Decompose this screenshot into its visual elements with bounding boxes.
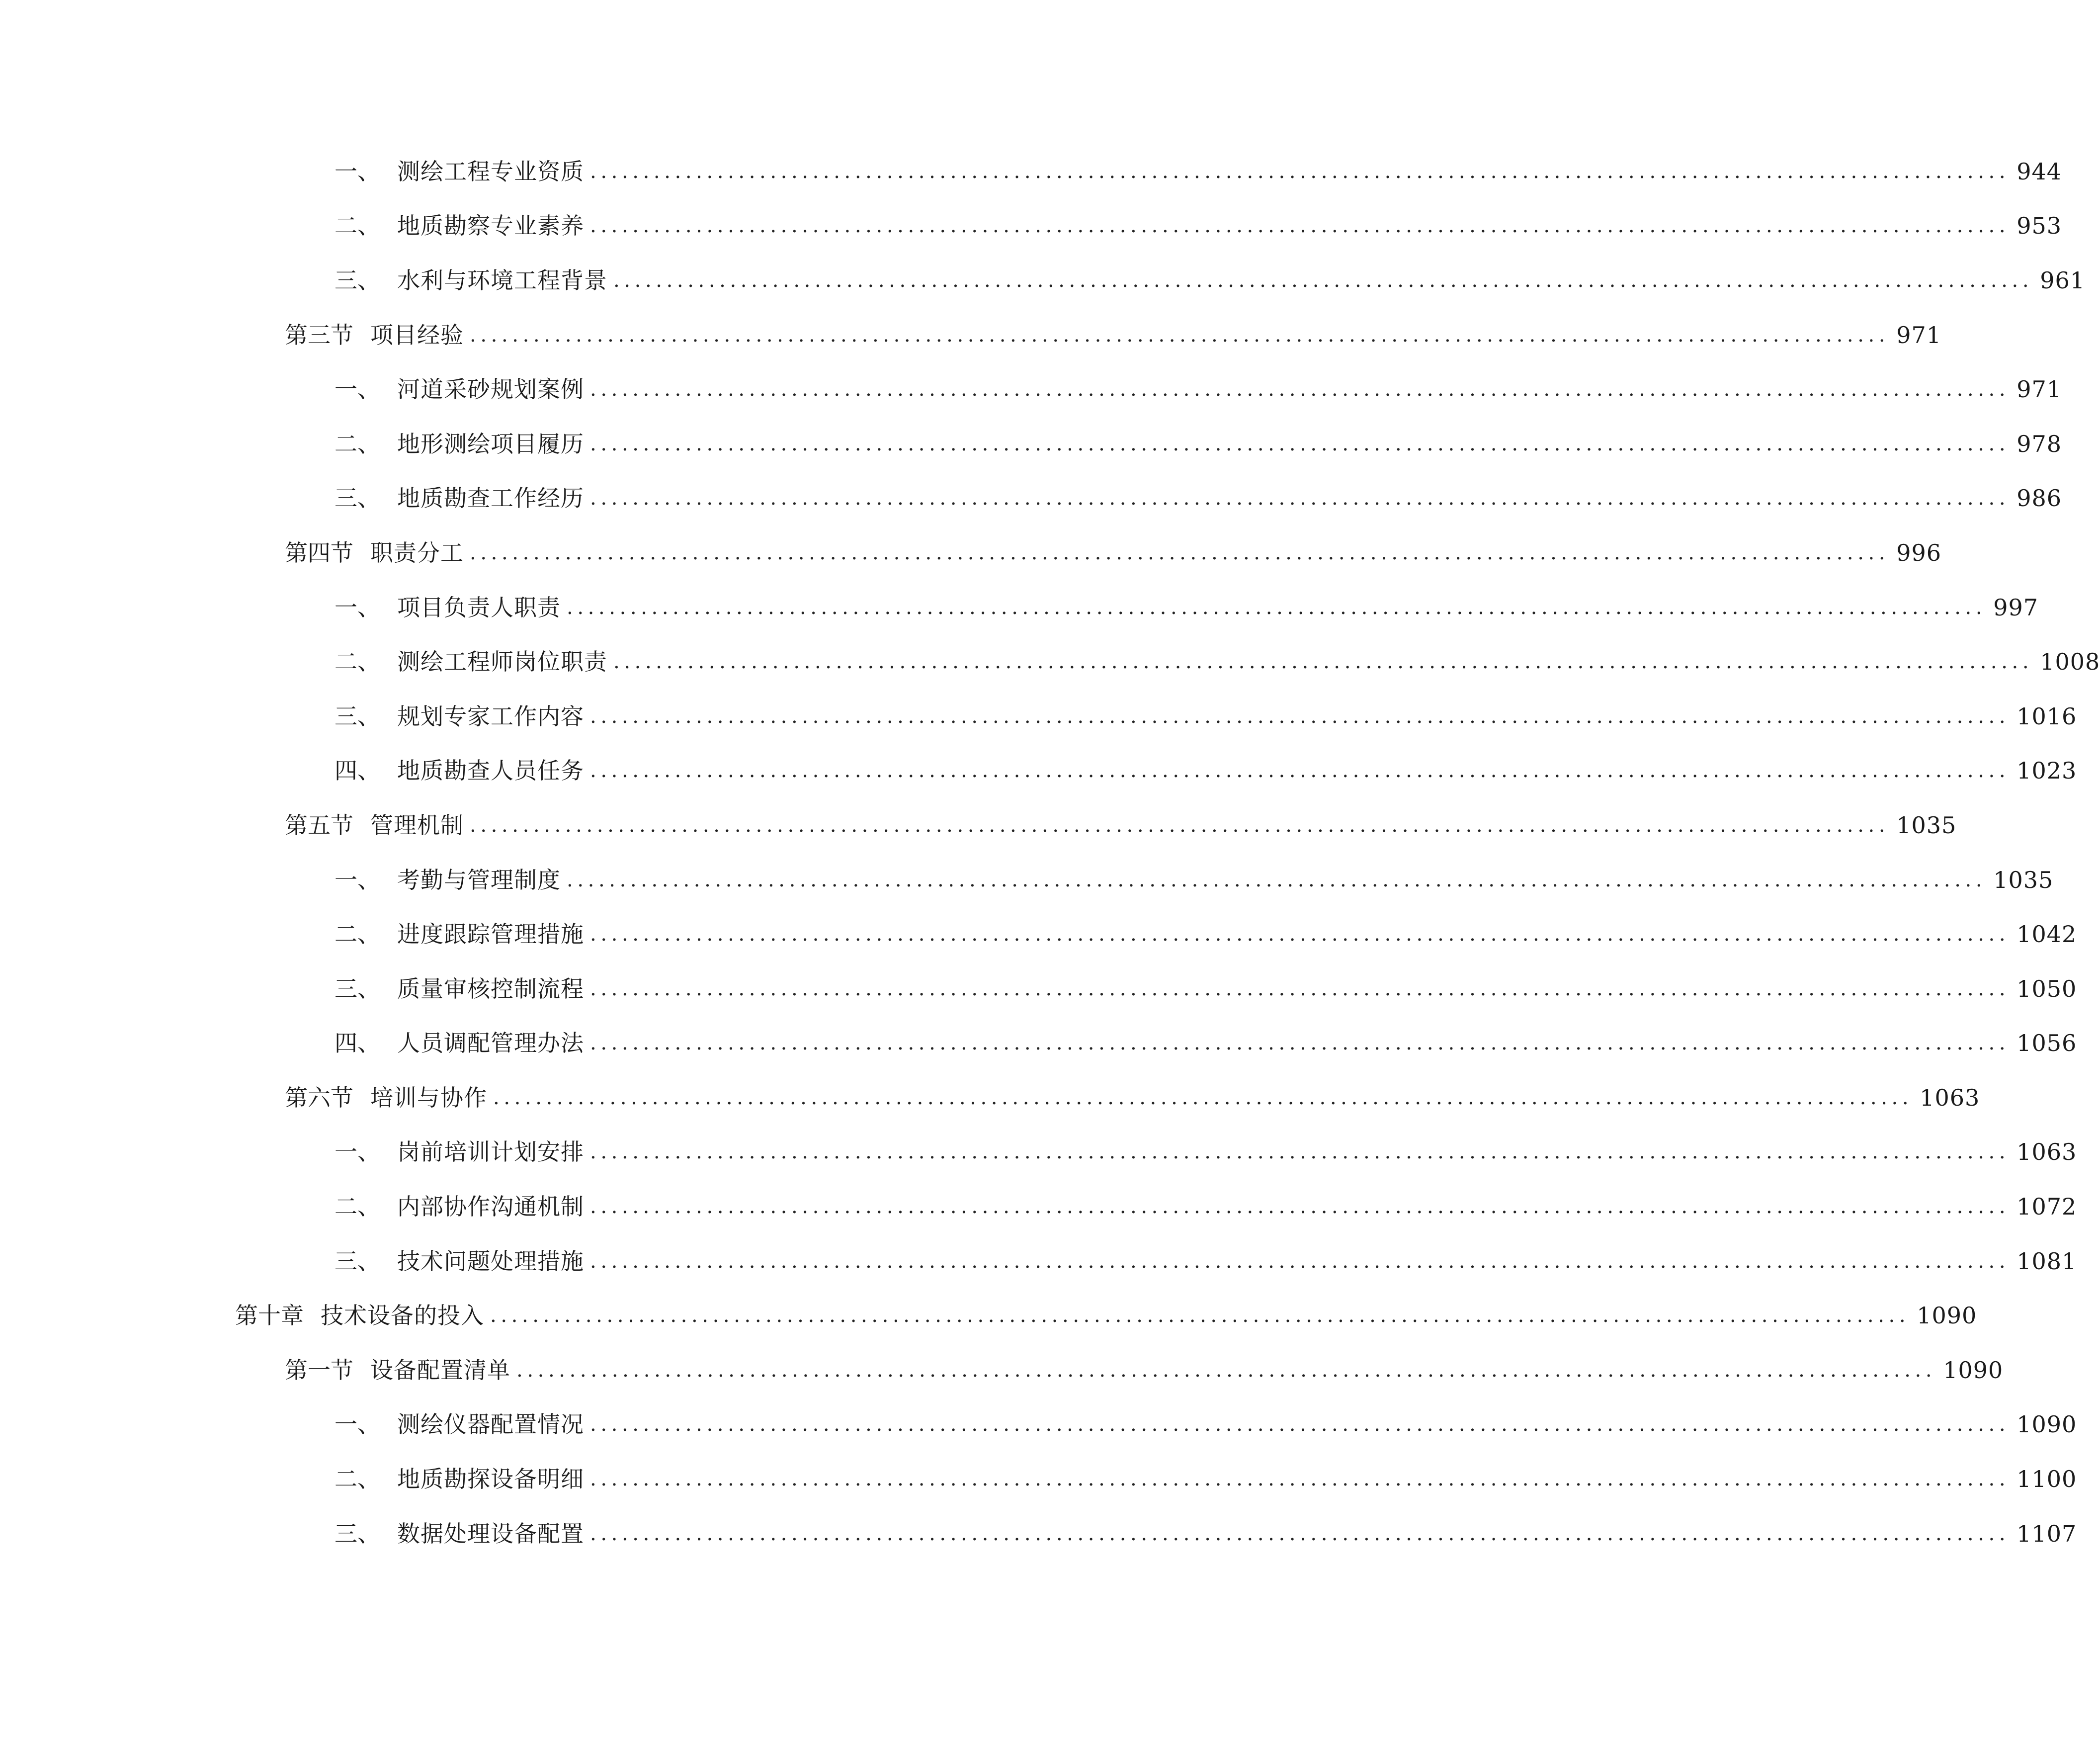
toc-entry-number: 第十章 [235,1302,304,1329]
toc-entry[interactable] [0,253,2086,308]
toc-entry[interactable] [0,308,1942,362]
toc-entry[interactable] [0,1234,2077,1289]
toc-entry[interactable] [0,1125,2077,1180]
toc-entry-title: 技术问题处理措施 [397,1247,584,1275]
toc-entry-title: 职责分工 [370,539,464,566]
toc-entry-title: 地形测绘项目履历 [397,430,584,457]
toc-entry-page-number: 1107 [2016,1520,2077,1547]
toc-dot-leader: ...................................................................................................................................... [590,1032,2010,1055]
toc-entry[interactable] [0,199,2062,254]
toc-entry-title: 数据处理设备配置 [397,1520,584,1547]
toc-dot-leader: ...................................................................................................................................... [613,268,2033,292]
toc-entry[interactable] [0,417,2062,471]
toc-entry[interactable] [0,1070,1980,1125]
toc-dot-leader: ...................................................................................................................................... [590,487,2010,510]
toc-entry-number: 二、 [335,212,380,240]
toc-entry[interactable] [0,580,2039,635]
toc-entry-title: 进度跟踪管理措施 [397,921,584,948]
toc-entry-title: 考勤与管理制度 [397,866,561,893]
toc-dot-leader: ...................................................................................................................................... [590,923,2010,946]
toc-entry-title: 地质勘探设备明细 [397,1466,584,1493]
toc-entry-number: 一、 [335,594,380,621]
toc-entry-page-number: 1081 [2016,1247,2077,1275]
toc-entry-title: 河道采砂规划案例 [397,376,584,403]
toc-entry-page-number: 986 [2016,485,2062,512]
toc-entry-page-number: 996 [1896,539,1942,566]
toc-dot-leader: ...................................................................................................................................... [590,1468,2010,1491]
toc-entry-number: 二、 [335,1193,380,1221]
toc-dot-leader: ...................................................................................................................................... [470,541,1890,564]
toc-entry-page-number: 971 [1896,321,1942,349]
toc-entry-page-number: 1023 [2016,757,2077,785]
toc-dot-leader: ...................................................................................................................................... [567,868,1987,891]
toc-entry-page-number: 1016 [2016,702,2077,730]
toc-dot-leader: ...................................................................................................................................... [470,323,1890,347]
toc-entry-title: 地质勘查工作经历 [397,485,584,512]
toc-entry-title: 项目负责人职责 [397,594,561,621]
toc-dot-leader: ...................................................................................................................................... [590,1249,2010,1273]
toc-dot-leader: ...................................................................................................................................... [590,1195,2010,1219]
toc-entry-title: 地质勘察专业素养 [397,212,584,240]
toc-entry-page-number: 978 [2016,430,2062,457]
toc-entry[interactable] [0,907,2077,961]
toc-dot-leader: ...................................................................................................................................... [590,704,2010,728]
toc-entry[interactable] [0,853,2054,907]
toc-entry[interactable] [0,471,2062,526]
toc-entry-page-number: 1050 [2016,975,2077,1002]
toc-entry-page-number: 997 [1993,594,2039,621]
toc-entry-title: 测绘工程师岗位职责 [397,648,607,676]
toc-entry-title: 培训与协作 [370,1084,487,1111]
toc-entry[interactable] [0,525,1942,580]
toc-entry-title: 内部协作沟通机制 [397,1193,584,1221]
toc-entry[interactable] [0,961,2077,1016]
toc-entry[interactable] [0,144,2062,199]
toc-entry[interactable] [0,1452,2077,1506]
toc-dot-leader: ...................................................................................................................................... [590,432,2010,455]
toc-entry-number: 二、 [335,648,380,676]
toc-entry-title: 测绘仪器配置情况 [397,1411,584,1438]
toc-entry[interactable] [0,744,2077,798]
toc-entry[interactable] [0,1397,2077,1452]
toc-entry-number: 第三节 [285,321,353,349]
toc-entry-number: 三、 [335,975,380,1002]
toc-entry-title: 水利与环境工程背景 [397,266,607,294]
toc-entry-number: 二、 [335,1466,380,1493]
toc-entry-page-number: 1042 [2016,921,2077,948]
toc-entry[interactable] [0,634,2100,689]
toc-entry-number: 一、 [335,1411,380,1438]
toc-dot-leader: ...................................................................................................................................... [590,160,2010,183]
toc-entry[interactable] [0,362,2062,417]
toc-entry[interactable] [0,1506,2077,1561]
toc-entry-page-number: 971 [2016,376,2062,403]
toc-dot-leader: ...................................................................................................................................... [493,1086,1913,1109]
toc-entry-title: 岗前培训计划安排 [397,1138,584,1166]
toc-entry-page-number: 1090 [2016,1411,2077,1438]
toc-entry-title: 测绘工程专业资质 [397,158,584,185]
toc-entry-number: 一、 [335,376,380,403]
toc-entry-page-number: 1072 [2016,1193,2077,1221]
toc-dot-leader: ...................................................................................................................................... [613,650,2033,674]
toc-entry-title: 地质勘查人员任务 [397,757,584,785]
toc-dot-leader: ...................................................................................................................................... [590,977,2010,1000]
toc-entry[interactable] [0,689,2077,744]
toc-entry-page-number: 1100 [2016,1466,2077,1493]
toc-entry-title: 规划专家工作内容 [397,702,584,730]
toc-entry-page-number: 1063 [1920,1084,1980,1111]
toc-dot-leader: ...................................................................................................................................... [567,596,1987,619]
toc-entry-page-number: 1008 [2040,648,2100,676]
toc-dot-leader: ...................................................................................................................................... [590,214,2010,238]
toc-entry-title: 人员调配管理办法 [397,1030,584,1057]
toc-entry-number: 三、 [335,1247,380,1275]
toc-entry[interactable] [0,1179,2077,1234]
toc-entry-number: 四、 [335,1030,380,1057]
toc-dot-leader: ...................................................................................................................................... [590,1140,2010,1164]
toc-entry-title: 项目经验 [370,321,464,349]
toc-entry-number: 一、 [335,158,380,185]
toc-dot-leader: ...................................................................................................................................... [590,378,2010,401]
table-of-contents [0,144,2100,1561]
toc-entry-title: 技术设备的投入 [321,1302,484,1329]
toc-dot-leader: ...................................................................................................................................... [590,1522,2010,1545]
toc-entry[interactable] [0,798,1957,853]
toc-entry-number: 三、 [335,1520,380,1547]
toc-entry-title: 设备配置清单 [370,1356,510,1384]
toc-entry-page-number: 1063 [2016,1138,2077,1166]
toc-entry-number: 二、 [335,430,380,457]
toc-entry[interactable] [0,1016,2077,1071]
toc-entry[interactable] [0,1343,2004,1397]
toc-entry-number: 三、 [335,702,380,730]
toc-entry-page-number: 1090 [1943,1356,2004,1384]
toc-dot-leader: ...................................................................................................................................... [590,1413,2010,1436]
toc-entry-number: 三、 [335,266,380,294]
toc-entry-number: 四、 [335,757,380,785]
toc-entry-page-number: 1090 [1917,1302,1977,1329]
toc-entry-page-number: 1035 [1896,811,1957,839]
toc-dot-leader: ...................................................................................................................................... [590,759,2010,783]
toc-entry-number: 二、 [335,921,380,948]
toc-entry-number: 第六节 [285,1084,353,1111]
toc-entry-number: 三、 [335,485,380,512]
toc-entry-number: 第五节 [285,811,353,839]
toc-dot-leader: ...................................................................................................................................... [470,813,1890,837]
toc-entry-title: 管理机制 [370,811,464,839]
toc-entry-page-number: 961 [2040,266,2086,294]
toc-entry-title: 质量审核控制流程 [397,975,584,1002]
toc-dot-leader: ...................................................................................................................................... [516,1358,1936,1382]
toc-entry-page-number: 944 [2016,158,2062,185]
toc-entry-number: 第四节 [285,539,353,566]
toc-entry-number: 一、 [335,1138,380,1166]
toc-entry-page-number: 953 [2016,212,2062,240]
toc-entry[interactable] [0,1288,1977,1343]
toc-entry-number: 一、 [335,866,380,893]
toc-entry-number: 第一节 [285,1356,353,1384]
toc-entry-page-number: 1056 [2016,1030,2077,1057]
toc-dot-leader: ...................................................................................................................................... [490,1304,1910,1327]
toc-entry-page-number: 1035 [1993,866,2054,893]
